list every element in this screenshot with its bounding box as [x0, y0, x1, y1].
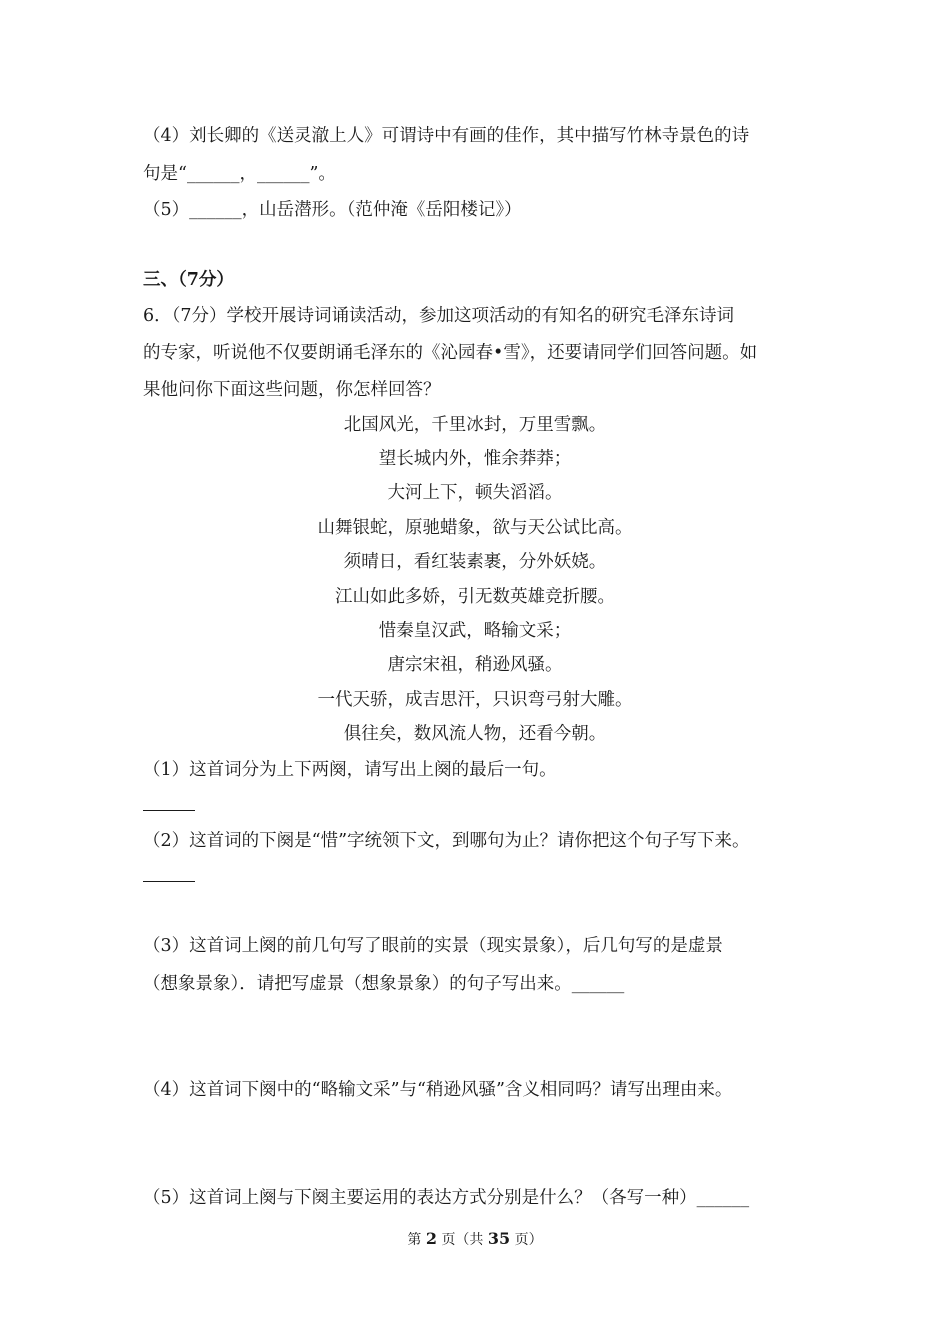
- sub-question-3-line2: （想象景象）．请把写虚景（想象景象）的句子写出来。______: [143, 974, 625, 994]
- sub-question-3-line1: （3）这首词上阕的前几句写了眼前的实景（现实景象），后几句写的是虚景: [143, 936, 723, 956]
- footer-prefix: 第: [407, 1232, 422, 1248]
- answer-blank-2[interactable]: [143, 881, 195, 882]
- poem-line: 大河上下，顿失滔滔。: [387, 483, 563, 503]
- q6-prompt-line3: 果他问你下面这些问题，你怎样回答？: [143, 380, 441, 400]
- q4-text-line1: （4）刘长卿的《送灵澈上人》可谓诗中有画的佳作，其中描写竹林寺景色的诗: [143, 126, 750, 146]
- section-heading: 三、（7分）: [143, 270, 234, 290]
- q6-prompt-line2: 的专家，听说他不仅要朗诵毛泽东的《沁园春•雪》，还要请同学们回答问题。如: [143, 343, 758, 363]
- poem-line: 江山如此多娇，引无数英雄竞折腰。: [335, 587, 615, 607]
- poem-line: 须晴日，看红装素裹，分外妖娆。: [343, 552, 607, 572]
- footer-suffix: 页）: [514, 1232, 543, 1248]
- q6-prompt-line1: 6．（7分）学校开展诗词诵读活动，参加这项活动的有知名的研究毛泽东诗词: [143, 306, 735, 326]
- footer-total-pages: 35: [487, 1229, 511, 1248]
- answer-blank-1[interactable]: [143, 810, 195, 811]
- page-footer: [0, 1229, 950, 1250]
- poem-line: 唐宗宋祖，稍逊风骚。: [387, 655, 563, 675]
- footer-middle: 页（共: [441, 1232, 484, 1248]
- sub-question-2: （2）这首词的下阕是“惜”字统领下文，到哪句为止？请你把这个句子写下来。: [143, 831, 750, 851]
- poem-line: 北国风光，千里冰封，万里雪飘。: [343, 415, 607, 435]
- sub-question-5: （5）这首词上阕与下阕主要运用的表达方式分别是什么？（各写一种）______: [143, 1188, 750, 1208]
- q5-text: （5）______，山岳潜形。（范仲淹《岳阳楼记》）: [143, 200, 522, 220]
- poem-line: 俱往矣，数风流人物，还看今朝。: [343, 724, 607, 744]
- sub-question-1: （1）这首词分为上下两阕，请写出上阕的最后一句。: [143, 760, 557, 780]
- poem-line: 一代天骄，成吉思汗，只识弯弓射大雕。: [317, 690, 633, 710]
- poem-line: 惜秦皇汉武，略输文采；: [378, 621, 572, 641]
- sub-question-4: （4）这首词下阕中的“略输文采”与“稍逊风骚”含义相同吗？请写出理由来。: [143, 1080, 733, 1100]
- poem-line: 山舞银蛇，原驰蜡象，欲与天公试比高。: [317, 518, 633, 538]
- footer-page-number: 2: [425, 1229, 437, 1248]
- q4-text-line2: 句是“______，______”。: [143, 164, 336, 184]
- poem-line: 望长城内外，惟余莽莽；: [378, 449, 572, 469]
